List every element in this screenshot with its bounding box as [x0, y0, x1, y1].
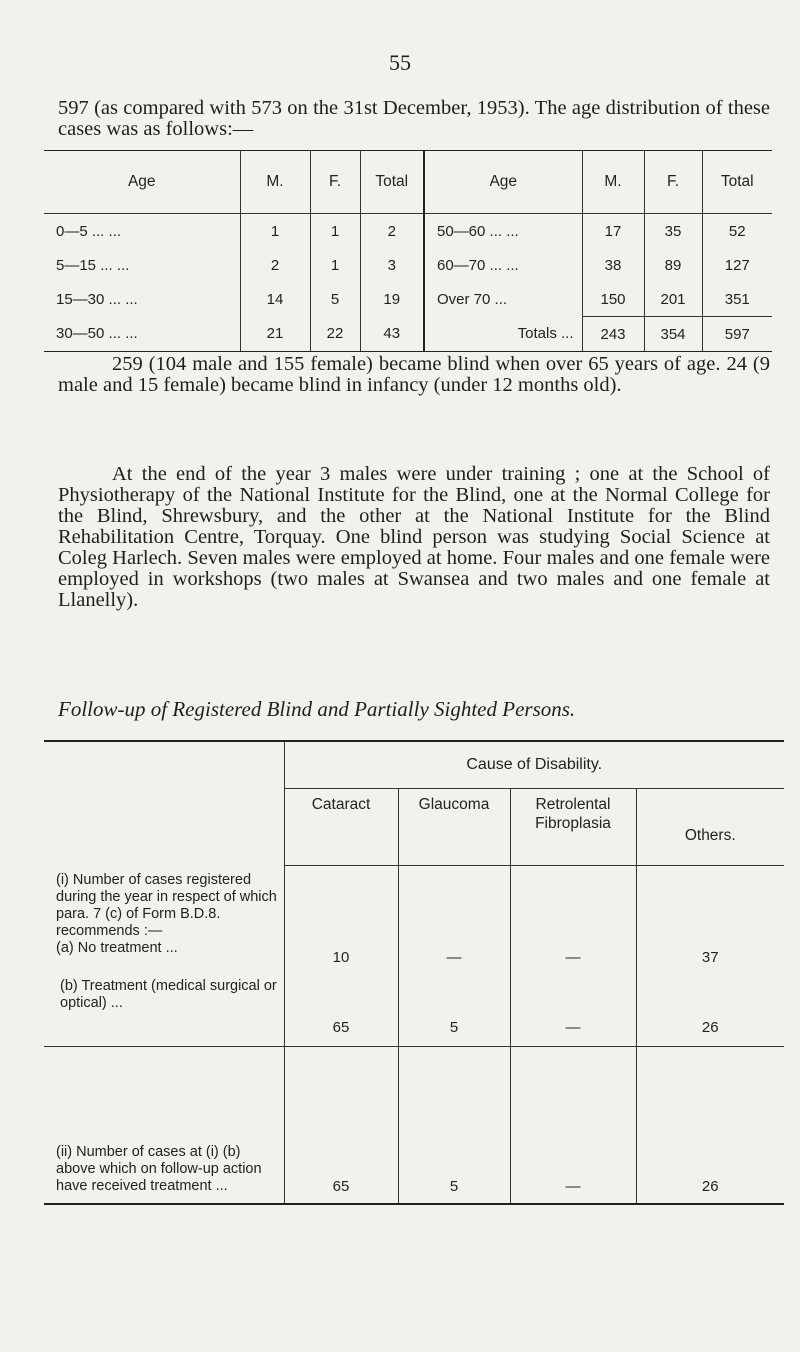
age-cell: 50—60 ... ... — [424, 214, 582, 249]
male-cell: 2 — [240, 248, 310, 282]
table-row — [44, 214, 772, 249]
female-cell: 201 — [644, 282, 702, 317]
cataract-cell: 65 — [284, 966, 398, 1047]
male-cell: 150 — [582, 282, 644, 317]
male-cell: 17 — [582, 214, 644, 249]
disability-followup-table — [44, 740, 784, 1205]
training-paragraph: At the end of the year 3 males were under training ; one at the School of Physiotherapy of the National Institute for the Blind, one at the Normal College for the Blind, Shrewsbury, and the other at the National Institute for the Blind Rehabilitation Centre, Torquay. One blind person was studying Social Science at Coleg Harlech. Seven males were employed at home. Four males and one female were employed in workshops (two males at Swansea and two males and one female at Llanelly). — [58, 463, 770, 611]
female-cell: 89 — [644, 248, 702, 282]
row-label: (a) No treatment ... — [44, 940, 284, 966]
total-cell: 3 — [360, 248, 424, 282]
age-cell: 5—15 ... ... — [44, 248, 240, 282]
cause-of-disability-header: Cause of Disability. — [466, 756, 603, 773]
female-header-right: F. — [644, 151, 702, 214]
totals-female: 354 — [644, 317, 702, 352]
male-cell: 21 — [240, 317, 310, 352]
section-title: Follow-up of Registered Blind and Partially Sighted Persons. — [58, 697, 576, 721]
retrolental-cell: — — [510, 966, 636, 1047]
cataract-cell: 65 — [284, 1046, 398, 1204]
glaucoma-cell: — — [398, 940, 510, 966]
male-header-left: M. — [240, 151, 310, 214]
group-one-label: (i) Number of cases registered during the year in respect of which para. 7 (c) of Form B.D.8. recommends :— — [44, 866, 284, 940]
age-distribution-table — [44, 150, 772, 352]
intro-paragraph: 597 (as compared with 573 on the 31st December, 1953). The age distribution of these cases was as follows:— — [58, 97, 770, 140]
glaucoma-cell: 5 — [398, 1046, 510, 1204]
others-header: Others. — [636, 789, 784, 866]
glaucoma-header: Glaucoma — [398, 789, 510, 866]
age-cell: 15—30 ... ... — [44, 282, 240, 317]
male-cell: 14 — [240, 282, 310, 317]
group-two-label: (ii) Number of cases at (i) (b) above which on follow-up action have received treatment ... — [44, 1046, 284, 1204]
cataract-cell: 10 — [284, 940, 398, 966]
total-cell: 351 — [724, 290, 750, 308]
age-cell: 60—70 ... ... — [424, 248, 582, 282]
totals-total: 597 — [702, 317, 772, 352]
female-cell: 5 — [310, 282, 360, 317]
table-row — [44, 317, 772, 352]
total-cell: 19 — [360, 282, 424, 317]
table-row — [44, 1046, 784, 1204]
row-label: (b) Treatment (medical surgical or optical) ... — [44, 966, 284, 1047]
total-header-left: Total — [360, 151, 424, 214]
retrolental-header: Retrolental Fibroplasia — [510, 789, 636, 866]
retrolental-cell: — — [510, 940, 636, 966]
others-cell: 26 — [636, 1046, 784, 1204]
cataract-header: Cataract — [284, 789, 398, 866]
page-number: 55 — [389, 50, 411, 75]
total-cell: 127 — [724, 256, 750, 274]
totals-male: 243 — [582, 317, 644, 352]
table-row — [44, 248, 772, 282]
female-cell: 35 — [644, 214, 702, 249]
female-header-left: F. — [310, 151, 360, 214]
female-cell: 1 — [310, 214, 360, 249]
female-cell: 1 — [310, 248, 360, 282]
total-cell: 2 — [360, 214, 424, 249]
female-cell: 22 — [310, 317, 360, 352]
age-header-right: Age — [424, 151, 582, 214]
male-header-right: M. — [582, 151, 644, 214]
glaucoma-cell: 5 — [398, 966, 510, 1047]
table-row — [44, 940, 784, 966]
blind-age-paragraph: 259 (104 male and 155 female) became blind when over 65 years of age. 24 (9 male and 15 female) became blind in infancy (under 12 months old). — [58, 353, 770, 396]
retrolental-cell: — — [510, 1046, 636, 1204]
totals-label: Totals ... — [424, 317, 582, 352]
age-cell: 30—50 ... ... — [44, 317, 240, 352]
male-cell: 38 — [582, 248, 644, 282]
others-cell: 26 — [701, 1018, 719, 1036]
table-row — [44, 282, 772, 317]
table-row — [44, 966, 784, 1047]
male-cell: 1 — [240, 214, 310, 249]
total-cell: 43 — [360, 317, 424, 352]
others-cell: 37 — [701, 948, 719, 966]
age-header-left: Age — [44, 151, 240, 214]
age-cell: Over 70 ... — [424, 282, 582, 317]
total-cell: 52 — [728, 222, 746, 240]
age-cell: 0—5 ... ... — [44, 214, 240, 249]
total-header-right: Total — [702, 151, 772, 214]
